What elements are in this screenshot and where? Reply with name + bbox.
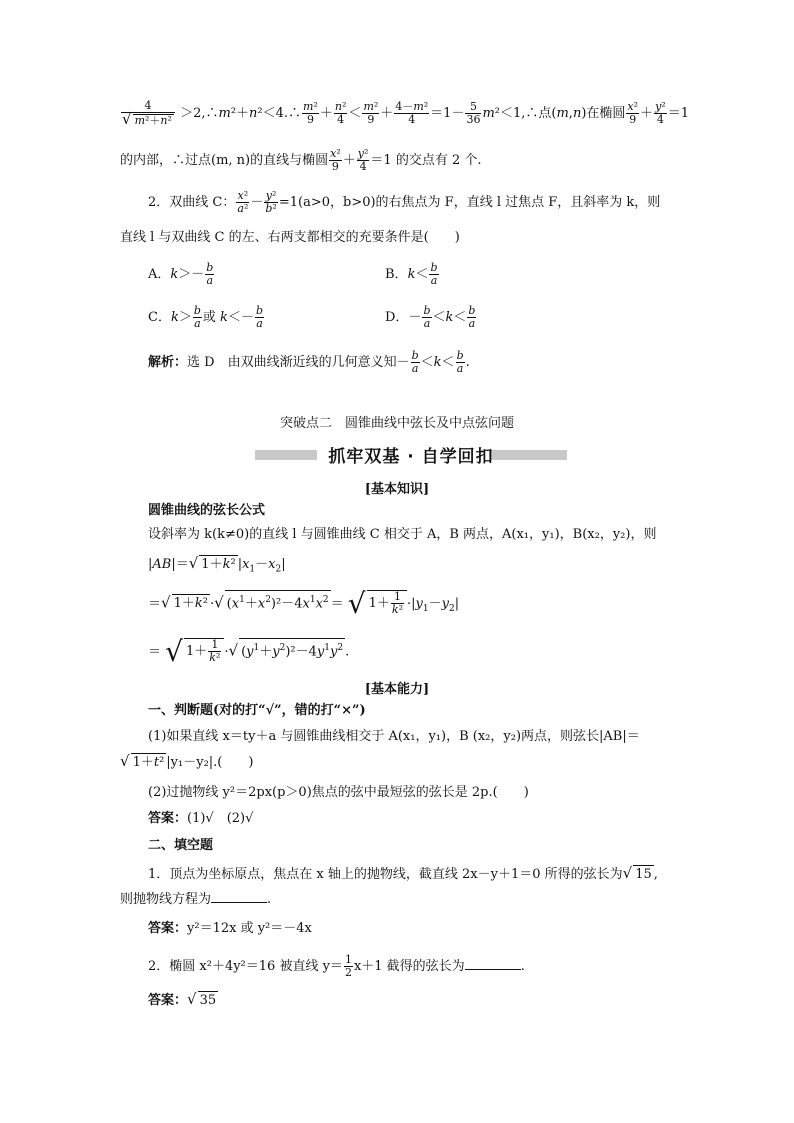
fill-answer-1-label: 答案： [148, 921, 188, 936]
section-banner [255, 444, 567, 466]
formula-line-1: |AB|＝√ 1＋k² $|x_1-x_2|$ [148, 554, 286, 575]
judge-answer-label: 答案： [148, 811, 188, 826]
option-c-label: C． [148, 310, 171, 325]
ability-tag: [基本能力] [364, 682, 430, 697]
solution-text: 选 D 由双曲线渐近线的几何意义知 [187, 355, 397, 370]
answer-blank-2 [465, 957, 521, 970]
judge-heading: 一、判断题(对的打“√”，错的打“×”) [148, 703, 366, 718]
judge-item-2: (2)过抛物线 y²＝2px(p＞0)焦点的弦中最短弦的弦长是 2p.( ) [148, 785, 529, 800]
judge-answer [148, 810, 674, 828]
question-stem-a: 双曲线 C： [169, 195, 236, 210]
formula-title: 圆锥曲线的弦长公式 [148, 503, 266, 518]
question-2-stem-cont [120, 229, 674, 247]
option-d: D．－ $\frac{b}{a}$ ＜k＜ $\frac{b}{a}$ [385, 304, 476, 330]
solution: 解析：选 D 由双曲线渐近线的几何意义知－ $\frac{b}{a}$ ＜k＜ $\frac{b}{a}$ . [148, 349, 470, 375]
fraction: $\frac{4}{\text{√ m²＋n²}}$ [121, 100, 175, 127]
formula-line-2: ＝√ 1＋k² ·√ $(x^1+x^2)^2-4x^1x^2$ ＝ √ 1＋ $\frac{1}{\text{k²}}$ $\cdot|y_1-y_2|$ [148, 586, 460, 620]
formula-line-3: ＝ √ 1＋ $\frac{1}{\text{k²}}$ ·√ $(y^1+y^2)^2-4y^1y^2$ . [148, 634, 350, 668]
question-stem-b: =1(a>0，b>0)的右焦点为 F，直线 l 过焦点 F，且斜率为 k，则 [278, 195, 661, 210]
question-2-stem: 2．双曲线 C： $\frac{\text{x²}}{\text{a²}}$ － $\frac{\text{y²}}{\text{b²}}$ =1(a>0，b>0)的右焦点为 F，直线 l 过焦点 F，且斜率为 k，则 [148, 189, 661, 215]
answer-blank [211, 890, 267, 903]
option-d-label: D． [385, 310, 409, 325]
question-number: 2． [148, 195, 170, 210]
option-b-label: B． [385, 267, 408, 282]
fill-answer-1 [148, 920, 674, 938]
fill-item-1-text-b: 则抛物线方程为 [120, 892, 212, 907]
section-title: 突破点二 圆锥曲线中弦长及中点弦问题 [279, 416, 514, 431]
judge-item-1: (1)如果直线 x＝ty＋a 与圆锥曲线相交于 A(x₁，y₁)，B (x₂，y₂)两点，则弦长|AB|＝ [148, 729, 640, 744]
fill-answer-2-label: 答案： [148, 993, 188, 1008]
fill-item-2: 2．椭圆 x²＋4y²＝16 被直线 y＝ $\frac{1}{2}$ x＋1 截得的弦长为 . [148, 953, 525, 979]
question-stem-c: 直线 l 与双曲线 C 的左、右两支都相交的充要条件是( ) [120, 230, 460, 245]
continuation-tail-2: 的交点有 2 个. [395, 153, 482, 168]
fill-heading: 二、填空题 [148, 838, 214, 853]
continuation-text: 的内部，∴过点(m, n)的直线与椭圆 [120, 153, 329, 168]
option-a: A．k＞－ $\frac{b}{a}$ [148, 261, 214, 287]
banner-text: 抓牢双基 · 自学回扣 [328, 447, 494, 467]
fill-item-1-cont: 则抛物线方程为 . [120, 892, 272, 907]
solution-label: 解析： [148, 355, 188, 370]
judge-answer-text: (1)√ (2)√ [187, 811, 254, 826]
continuation-tail-1: 在椭圆 [586, 106, 626, 121]
option-c: C．k＞ $\frac{b}{a}$ 或 k＜－ $\frac{b}{a}$ [148, 304, 263, 330]
judge-item-1-cont: √ 1＋t² |y₁－y₂|.( ) [120, 752, 254, 770]
continuation-line-1: $\frac{4}{\text{√ m²＋n²}}$ ＞2,∴m²＋n²＜4.∴ $\frac{\text{m²}}{9}$ ＋ $\frac{\text{n²}}{4}$ ＜ $\frac{\text{m²}}{9}$ ＋ $\frac{\text{4－m²}}{4}$ ＝1－ $\frac{5}{36}$ m²＜1,∴点(m,n)在椭圆 $\frac{\text{x²}}{9}$ ＋ $\frac{\text{y²}}{4}$ ＝1 [122, 99, 689, 128]
formula-intro: 设斜率为 k(k≠0)的直线 l 与圆锥曲线 C 相交于 A，B 两点，A(x₁，y₁)，B(x₂，y₂)，则 [148, 527, 657, 542]
option-a-label: A． [148, 267, 171, 282]
fill-item-2-text-b: x＋1 截得的弦长为 [353, 959, 465, 974]
fill-answer-2: 答案：√ 35 [148, 990, 217, 1008]
fill-answer-1-text: y²＝12x 或 y²＝－4x [187, 921, 312, 936]
option-b: B．k＜ $\frac{b}{a}$ [385, 261, 438, 287]
knowledge-tag: [基本知识] [364, 482, 430, 497]
continuation-line-2: 的内部，∴过点(m, n)的直线与椭圆 $\frac{\text{x²}}{9}$ ＋ $\frac{\text{y²}}{4}$ ＝1 的交点有 2 个. [120, 147, 482, 173]
fill-item-2-text-a: 2．椭圆 x²＋4y²＝16 被直线 y＝ [148, 959, 343, 974]
fill-item-1: 1．顶点为坐标原点，焦点在 x 轴上的抛物线，截直线 2x－y＋1＝0 所得的弦长为√ 15 , [148, 864, 658, 882]
fill-item-1-text: 1．顶点为坐标原点，焦点在 x 轴上的抛物线，截直线 2x－y＋1＝0 所得的弦长为 [148, 867, 623, 882]
judge-item-1-tail: |y₁－y₂|.( ) [166, 755, 254, 770]
